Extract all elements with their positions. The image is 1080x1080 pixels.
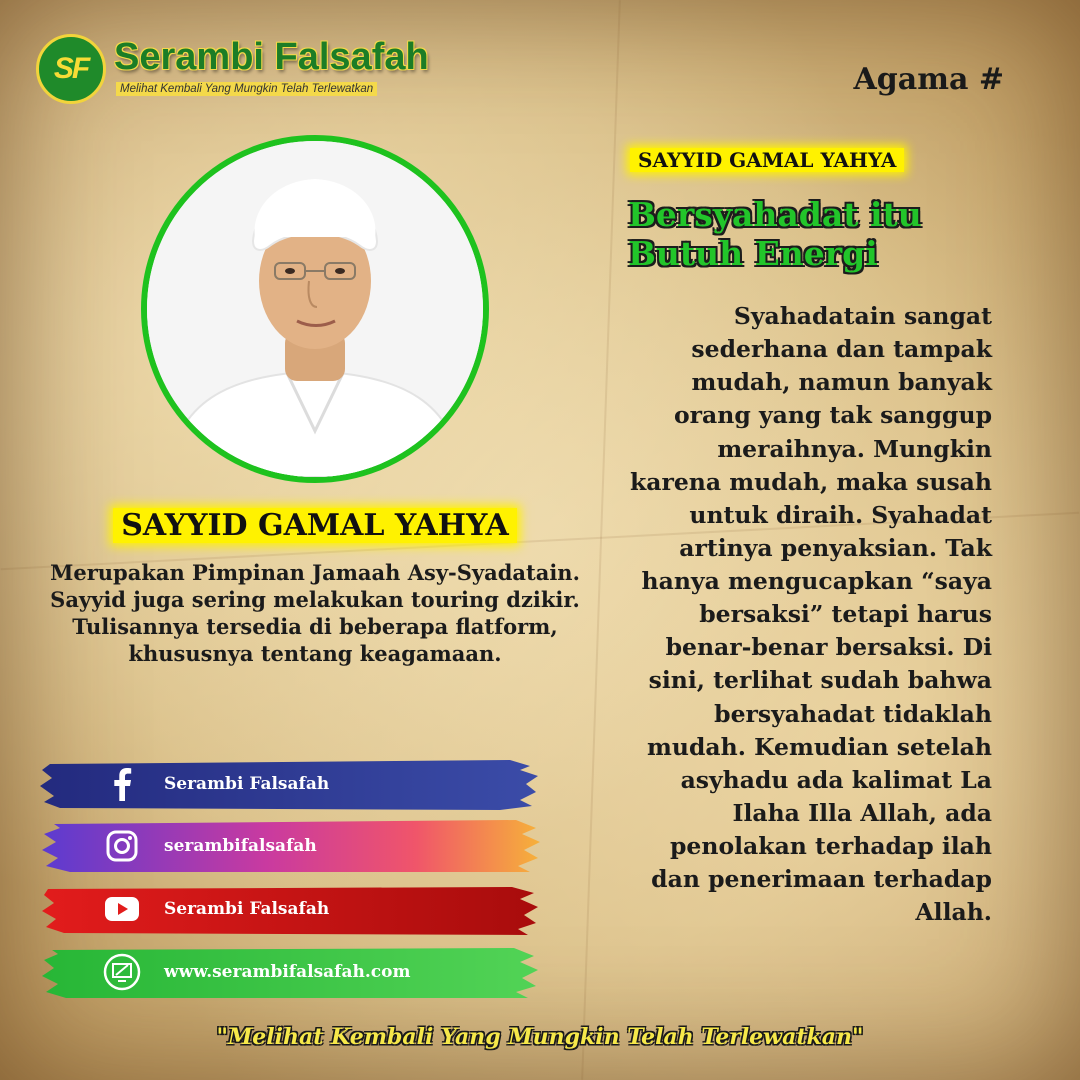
profile-photo xyxy=(141,135,489,483)
brand-logo xyxy=(36,34,429,106)
article-title-line2: Butuh Energi xyxy=(628,233,878,273)
social-website[interactable] xyxy=(40,944,540,1000)
author-tag xyxy=(630,148,904,172)
social-instagram[interactable] xyxy=(40,818,540,874)
brand-name: Serambi Falsafah xyxy=(114,36,429,78)
category-label: Agama # xyxy=(853,62,1004,97)
facebook-label: Serambi Falsafah xyxy=(164,774,330,794)
article-body: Syahadatain sangat sederhana dan tampak mudah, namun banyak orang yang tak sanggup meraihnya. Mungkin karena mudah, maka susah untuk diraih. Syahadat artinya penyaksian. Tak hanya mengucapkan “saya bersaksi” tetapi harus benar-benar bersaksi. Di sini, terlihat sudah bahwa bersyahadat tidaklah mudah. Kemudian setelah asyhadu ada kalimat La Ilaha Illa Allah, ada penolakan terhadap ilah dan penerimaan terhadap Allah. xyxy=(629,302,992,927)
instagram-label: serambifalsafah xyxy=(164,836,317,856)
footer-quote: "Melihat Kembali Yang Mungkin Telah Terlewatkan" xyxy=(216,1024,864,1050)
facebook-icon xyxy=(103,765,141,803)
brand-tagline: Melihat Kembali Yang Mungkin Telah Terlewatkan xyxy=(116,82,377,96)
person-name-heading xyxy=(0,508,630,543)
instagram-icon xyxy=(103,827,141,865)
author-name: SAYYID GAMAL YAHYA xyxy=(630,148,904,172)
person-portrait-illustration xyxy=(147,141,483,477)
article-title xyxy=(628,196,1008,274)
brand-badge-icon xyxy=(36,34,106,104)
website-icon xyxy=(103,953,141,991)
website-label: www.serambifalsafah.com xyxy=(164,962,411,982)
brand-badge-text: SF xyxy=(53,52,89,85)
person-name: SAYYID GAMAL YAHYA xyxy=(113,508,517,543)
youtube-label: Serambi Falsafah xyxy=(164,899,330,919)
person-bio: Merupakan Pimpinan Jamaah Asy-Syadatain. Sayyid juga sering melakukan touring dzikir. Tulisannya tersedia di beberapa flatform, khususnya tentang keagamaan. xyxy=(50,560,580,666)
social-youtube[interactable] xyxy=(40,881,540,937)
social-facebook[interactable] xyxy=(40,756,540,812)
article-title-line1: Bersyahadat itu xyxy=(628,195,922,234)
youtube-icon xyxy=(103,890,141,928)
